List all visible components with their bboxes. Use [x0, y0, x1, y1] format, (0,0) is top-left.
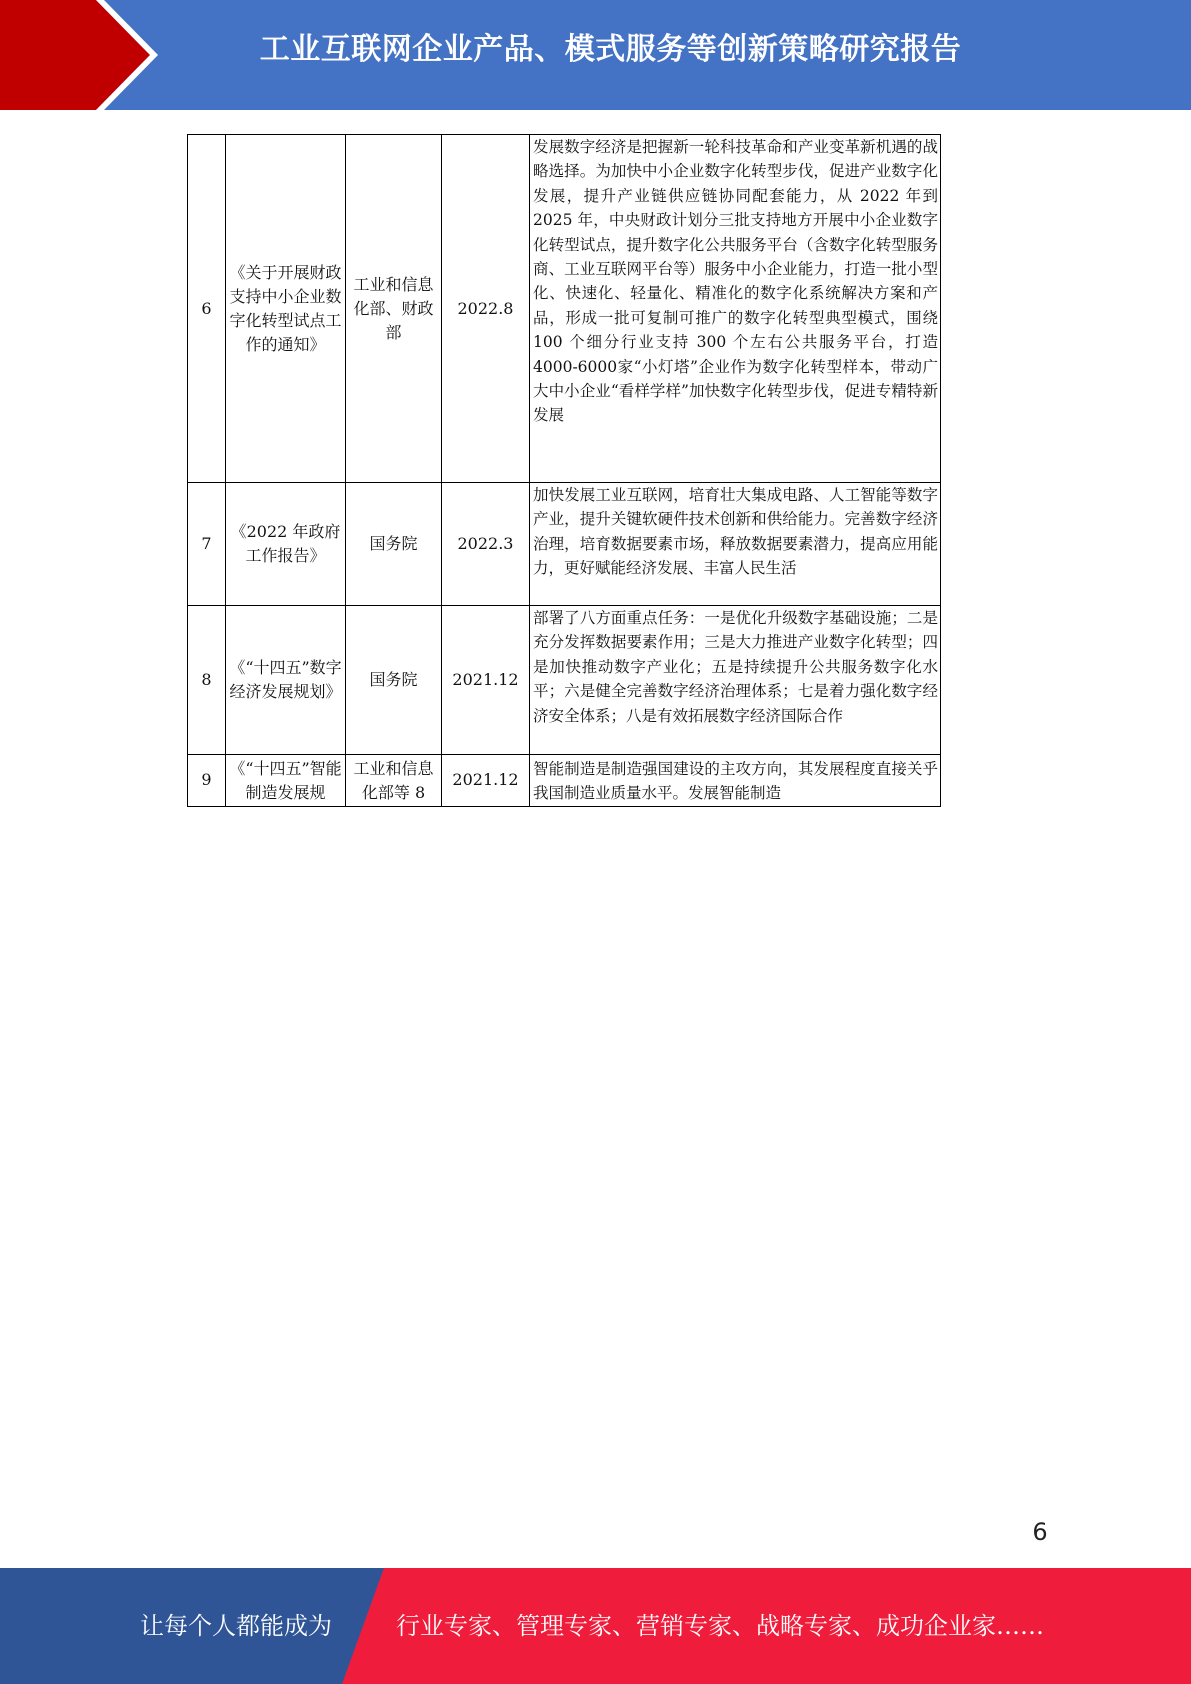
policy-title: 《2022 年政府工作报告》 — [226, 483, 346, 606]
policy-title: 《“十四五”智能制造发展规 — [226, 755, 346, 807]
policy-content: 发展数字经济是把握新一轮科技革命和产业变革新机遇的战略选择。为加快中小企业数字化转型步伐，促进产业数字化发展，提升产业链供应链协同配套能力，从 2022 年到 2025 年，中央财政计划分三批支持地方开展中小企业数字化转型试点，提升数字化公共服务平台（含数字化转型服务商、工业互联网平台等）服务中小企业能力，打造一批小型化、快速化、轻量化、精准化的数字化系统解决方案和产品，形成一批可复制可推广的数字化转型典型模式，围绕 100 个细分行业支持 300 个左右公共服务平台，打造 4000-6000家“小灯塔”企业作为数字化转型样本，带动广大中小企业“看样学样”加快数字化转型步伐，促进专精特新发展 — [530, 135, 941, 483]
issuing-department: 国务院 — [346, 606, 442, 755]
issue-date: 2022.8 — [442, 135, 530, 483]
footer-slogan-right: 行业专家、管理专家、营销专家、战略专家、成功企业家…… — [396, 1612, 1044, 1640]
table-row — [188, 483, 941, 606]
issuing-department: 国务院 — [346, 483, 442, 606]
policy-content: 智能制造是制造强国建设的主攻方向，其发展程度直接关乎我国制造业质量水平。发展智能制造 — [530, 755, 941, 807]
row-number: 6 — [188, 135, 226, 483]
issuing-department: 工业和信息化部、财政部 — [346, 135, 442, 483]
policy-table — [187, 134, 941, 807]
table-row — [188, 135, 941, 483]
row-number: 8 — [188, 606, 226, 755]
page-header — [0, 0, 1191, 110]
issue-date: 2022.3 — [442, 483, 530, 606]
table-row — [188, 755, 941, 807]
policy-content: 部署了八方面重点任务：一是优化升级数字基础设施；二是充分发挥数据要素作用；三是大力推进产业数字化转型；四是加快推动数字产业化；五是持续提升公共服务数字化水平；六是健全完善数字经济治理体系；七是着力强化数字经济安全体系；八是有效拓展数字经济国际合作 — [530, 606, 941, 755]
table-row — [188, 606, 941, 755]
issue-date: 2021.12 — [442, 755, 530, 807]
policy-title: 《关于开展财政支持中小企业数字化转型试点工作的通知》 — [226, 135, 346, 483]
footer-slogan-left: 让每个人都能成为 — [140, 1612, 332, 1640]
report-title: 工业互联网企业产品、模式服务等创新策略研究报告 — [259, 32, 962, 67]
row-number: 9 — [188, 755, 226, 807]
page-number: 6 — [1032, 1518, 1048, 1546]
page-footer — [0, 1568, 1191, 1684]
policy-content: 加快发展工业互联网，培育壮大集成电路、人工智能等数字产业，提升关键软硬件技术创新和供给能力。完善数字经济治理，培育数据要素市场，释放数据要素潜力，提高应用能力，更好赋能经济发展、丰富人民生活 — [530, 483, 941, 606]
row-number: 7 — [188, 483, 226, 606]
policy-title: 《“十四五”数字经济发展规划》 — [226, 606, 346, 755]
issuing-department: 工业和信息化部等 8 — [346, 755, 442, 807]
issue-date: 2021.12 — [442, 606, 530, 755]
